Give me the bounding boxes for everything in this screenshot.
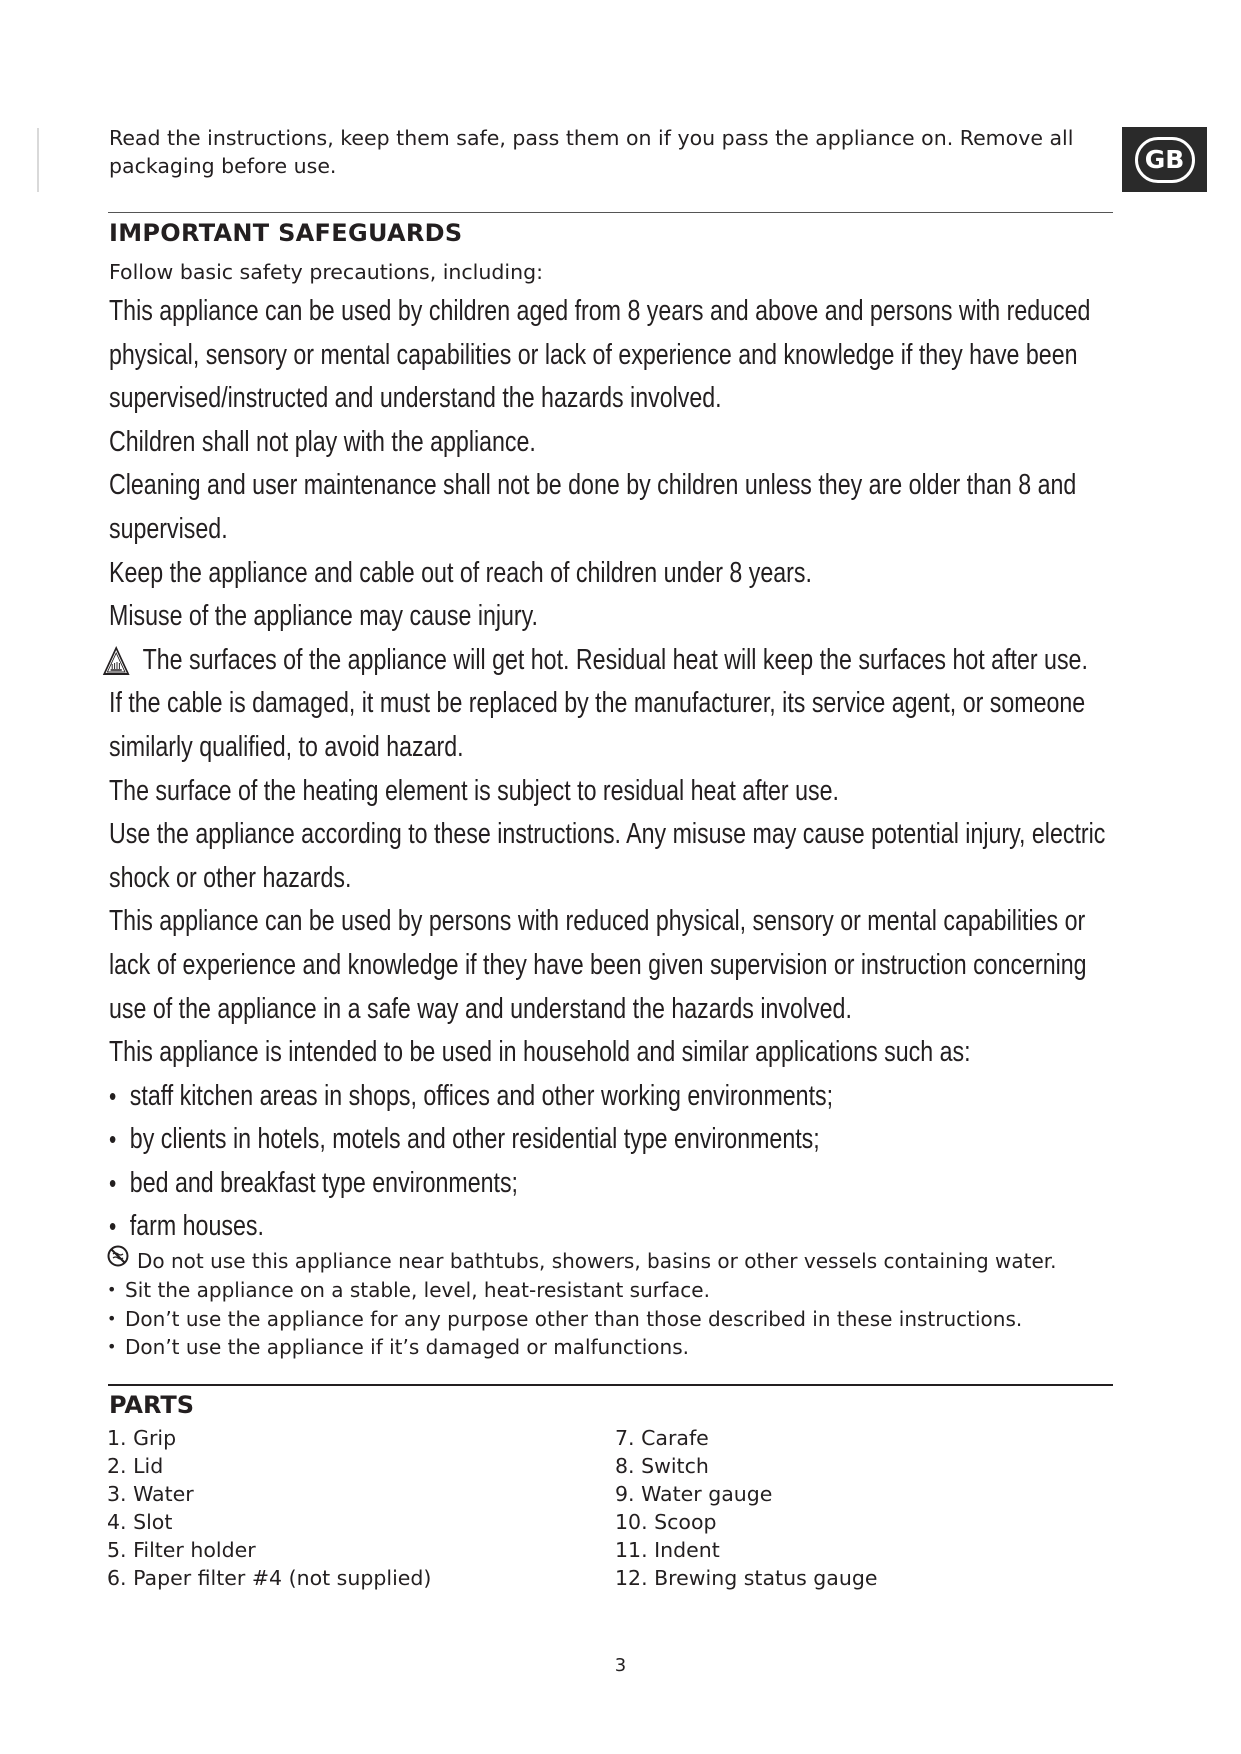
part-item: 10. Scoop xyxy=(615,1510,717,1534)
safety-note-text: Do not use this appliance near bathtubs, showers, basins or other vessels containing water. xyxy=(137,1248,1057,1273)
safeguard-line: Children shall not play with the appliance. xyxy=(109,425,536,458)
hot-surface-warning-icon xyxy=(103,646,130,676)
parts-list-left xyxy=(107,1424,431,1592)
safety-note: • Don’t use the appliance for any purpose other than those described in these instructions. xyxy=(105,1305,1105,1333)
part-item: 7. Carafe xyxy=(615,1426,709,1450)
part-item: 12. Brewing status gauge xyxy=(615,1566,878,1590)
safeguard-line: Cleaning and user maintenance shall not be done by children unless they are older than 8 and supervised. xyxy=(109,469,1077,545)
language-badge-label: GB xyxy=(1135,137,1195,183)
safeguards-heading: IMPORTANT SAFEGUARDS xyxy=(109,219,463,247)
part-item: 8. Switch xyxy=(615,1454,709,1478)
safeguard-line: This appliance is intended to be used in household and similar applications such as: xyxy=(109,1036,971,1069)
part-item: 6. Paper filter #4 (not supplied) xyxy=(107,1566,432,1590)
application-item-text: bed and breakfast type environments; xyxy=(129,1166,519,1199)
margin-tick xyxy=(37,128,39,192)
safeguard-line: Misuse of the appliance may cause injury. xyxy=(109,600,538,633)
part-item: 11. Indent xyxy=(615,1538,720,1562)
safeguard-line: The surface of the heating element is subject to residual heat after use. xyxy=(109,774,839,807)
safeguard-line: This appliance can be used by children aged from 8 years and above and persons with reduced physical, sensory or mental capabilities or lack of experience and knowledge if they have been supervised/instructed and understand the hazards involved. xyxy=(109,295,1091,415)
safeguard-line: This appliance can be used by persons with reduced physical, sensory or mental capabilities or lack of experience and knowledge if they have been given supervision or instruction concerning use of the appliance in a safe way and understand the hazards involved. xyxy=(109,905,1087,1025)
part-item: 9. Water gauge xyxy=(615,1482,773,1506)
safeguards-subtitle: Follow basic safety precautions, including: xyxy=(109,260,543,284)
section-divider xyxy=(108,212,1113,213)
application-item-text: by clients in hotels, motels and other residential type environments; xyxy=(129,1123,820,1156)
part-item: 5. Filter holder xyxy=(107,1538,256,1562)
safeguards-conditions xyxy=(109,290,1119,1249)
safety-note-text: Don’t use the appliance if it’s damaged or malfunctions. xyxy=(125,1335,689,1360)
application-item: • by clients in hotels, motels and other residential type environments; xyxy=(109,1118,1119,1162)
part-item: 3. Water xyxy=(107,1482,194,1506)
application-item: • farm houses. xyxy=(109,1205,1119,1249)
application-item: • bed and breakfast type environments; xyxy=(109,1162,1119,1206)
page-number: 3 xyxy=(614,1655,627,1676)
safeguard-line: The surfaces of the appliance will get hot. Residual heat will keep the surfaces hot after use. xyxy=(142,643,1088,676)
section-divider xyxy=(108,1384,1113,1386)
application-item-text: staff kitchen areas in shops, offices and other working environments; xyxy=(129,1079,834,1112)
safety-note: • Don’t use the appliance if it’s damaged or malfunctions. xyxy=(105,1333,1105,1361)
language-badge xyxy=(1122,127,1207,192)
parts-heading: PARTS xyxy=(109,1391,195,1419)
hot-surface-warning xyxy=(103,639,1119,683)
part-item: 1. Grip xyxy=(107,1426,177,1450)
safeguard-line: Keep the appliance and cable out of reach of children under 8 years. xyxy=(109,556,812,589)
safety-note xyxy=(105,1245,1105,1276)
part-item: 2. Lid xyxy=(107,1454,164,1478)
safeguard-line: If the cable is damaged, it must be replaced by the manufacturer, its service agent, or someone similarly qualified, to avoid hazard. xyxy=(109,687,1086,763)
safety-notes xyxy=(105,1245,1105,1362)
safety-note: • Sit the appliance on a stable, level, heat-resistant surface. xyxy=(105,1276,1105,1304)
application-item-text: farm houses. xyxy=(129,1210,264,1243)
safeguard-line: Use the appliance according to these instructions. Any misuse may cause potential injury, electric shock or other hazards. xyxy=(109,818,1106,894)
intro-text: Read the instructions, keep them safe, pass them on if you pass the appliance on. Remove all packaging before use. xyxy=(109,126,1074,178)
safety-note-text: Don’t use the appliance for any purpose other than those described in these instructions. xyxy=(125,1306,1023,1331)
safety-note-text: Sit the appliance on a stable, level, heat-resistant surface. xyxy=(125,1278,710,1303)
parts-list-right xyxy=(615,1424,877,1592)
application-item: • staff kitchen areas in shops, offices and other working environments; xyxy=(109,1075,1119,1119)
part-item: 4. Slot xyxy=(107,1510,173,1534)
no-water-icon xyxy=(107,1245,129,1267)
